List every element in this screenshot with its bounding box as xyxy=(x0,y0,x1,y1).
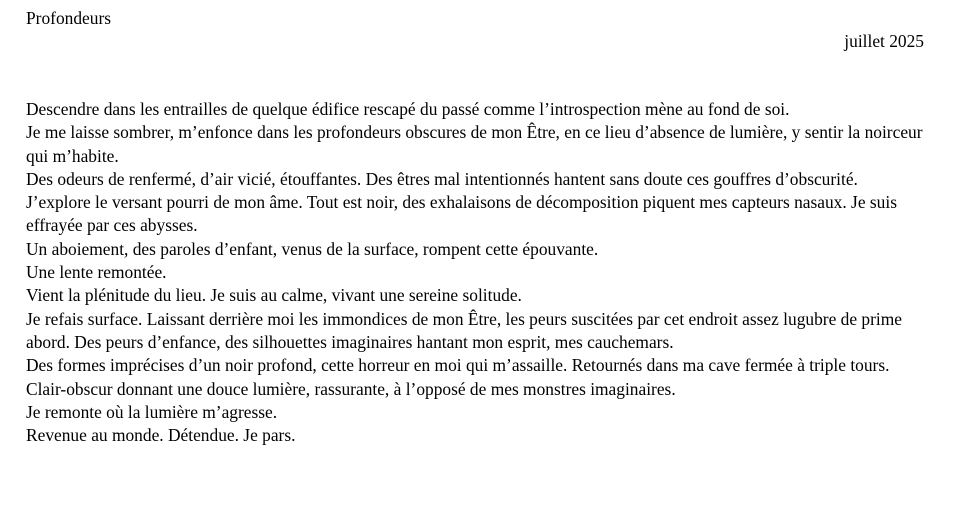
paragraph: Vient la plénitude du lieu. Je suis au calme, vivant une sereine solitude. xyxy=(26,285,522,306)
paragraph: Je remonte où la lumière m’agresse. xyxy=(26,401,278,422)
paragraph: Des odeurs de renfermé, d’air vicié, étouffantes. Des êtres mal intentionnés hantent sans doute ces gouffres d’obscurité. xyxy=(26,168,858,189)
paragraph: Descendre dans les entrailles de quelque édifice rescapé du passé comme l’introspection mène au fond de soi. xyxy=(26,99,790,119)
paragraph: Clair-obscur donnant une douce lumière, rassurante, à l’opposé de mes monstres imaginaires. xyxy=(26,378,676,399)
paragraph: Une lente remontée. xyxy=(26,262,167,283)
document-body xyxy=(26,98,926,447)
paragraph: Je refais surface. Laissant derrière moi les immondices de mon Être, les peurs suscitées par cet endroit assez lugubre de prime abord. Des peurs d’enfance, des silhouettes imaginaires hantant mon esprit, mes cauchemars. xyxy=(26,308,902,352)
paragraph: J’explore le versant pourri de mon âme. Tout est noir, des exhalaisons de décomposition piquent mes capteurs nasaux. Je suis effrayée par ces abysses. xyxy=(26,192,897,236)
paragraph: Revenue au monde. Détendue. Je pars. xyxy=(26,425,296,446)
paragraph: Je me laisse sombrer, m’enfonce dans les profondeurs obscures de mon Être, en ce lieu d’absence de lumière, y sentir la noirceur qui m’habite. xyxy=(26,122,923,166)
document-date: juillet 2025 xyxy=(844,31,924,51)
document-title: Profondeurs xyxy=(26,8,112,28)
paragraph: Des formes imprécises d’un noir profond, cette horreur en moi qui m’assaille. Retournés dans ma cave fermée à triple tours. xyxy=(26,355,890,376)
paragraph: Un aboiement, des paroles d’enfant, venus de la surface, rompent cette épouvante. xyxy=(26,238,599,259)
document-page xyxy=(26,0,926,507)
